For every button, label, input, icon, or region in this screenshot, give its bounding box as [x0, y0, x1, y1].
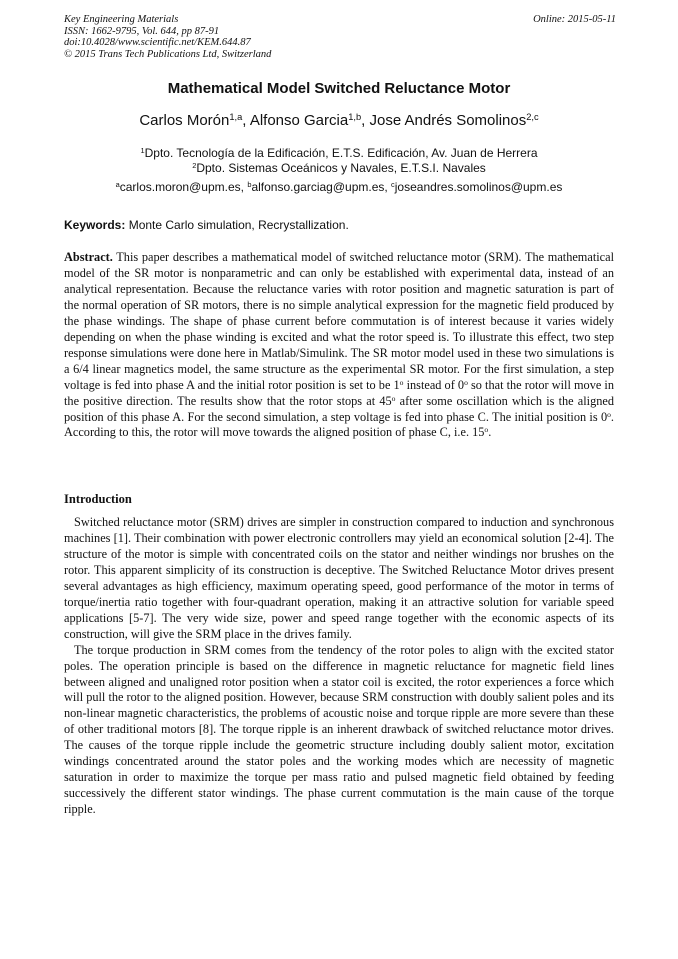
degree-superscript: o — [464, 377, 468, 387]
introduction-body — [64, 515, 614, 818]
abstract-text: after some oscillation which is the aligned position of this phase A. For the second simulation, a step voltage is fed into phase C. The initial position is 0 — [64, 393, 614, 424]
email-list: $^a$carlos.moron@upm.es, $^b$alfonso.garciag@upm.es, $^c$joseandres.somolinos@upm.es — [115, 179, 563, 194]
online-date: Online: 2015-05-11 — [533, 14, 616, 25]
author: Jose Andrés Somolinos$^{2,c}$ — [369, 111, 539, 129]
author-list — [0, 112, 678, 129]
issn-line: ISSN: 1662-9795, Vol. 644, pp 87-91 — [64, 25, 220, 37]
abstract-text: instead of 0 — [403, 377, 465, 392]
abstract-body — [64, 250, 614, 439]
abstract-text: . — [488, 425, 492, 440]
keywords-label: Keywords: — [64, 218, 126, 232]
abstract — [64, 250, 614, 441]
paragraph: The torque production in SRM comes from the tendency of the rotor poles to align with the excited stator poles. The operation principle is based on the difference in magnetic reluctance for magnetic field lines between aligned and unaligned rotor position when a stator coil is excited, the rotor experiences a force which will pull the rotor to the aligned position. However, because SRM construction with doubly salient poles and its non-linear magnetic characteristics, the problems of acoustic noise and torque ripple are more severe than these of other traditional motors [8]. The torque ripple is an inherent drawback of switched reluctance motor drives. The causes of the torque ripple include the geometric structure including doubly salient motor, excitation windings concentrated around the stator poles and the working modes which are necessity of magnetic saturation in order to maximize the torque per mass ratio and pulsed magnetic field obtained by feeding successively the different stator windings. The phase current commutation is the main cause of the torque ripple. — [64, 642, 614, 817]
section-heading-introduction: Introduction — [64, 492, 132, 506]
affiliation-1: $^1$Dpto. Tecnología de la Edificación, E.T.S. Edificación, Av. Juan de Herrera — [140, 145, 538, 160]
paragraph: Switched reluctance motor (SRM) drives are simpler in construction compared to induction and synchronous machines [1]. Their combination with power electronic controllers may yield an economical solution [2-4]. The structure of the motor is simple with concentrated coils on the stator and neither windings nor brushes on the rotor. This apparent simplicity of its construction is deceptive. The Switched Reluctance Motor drives present several advantages as high efficiency, maximum operating speed, good performance of the motor in terms of torque/inertia ratio together with four-quadrant operation, making it an attractive solution for variable speed applications [5-7]. The very wide size, power and speed range together with the economic aspects of its construction, will give the SRM place in the drives family. — [64, 515, 614, 641]
doi-line: doi:10.4028/www.scientific.net/KEM.644.87 — [64, 37, 251, 48]
affiliation-2: $^2$Dpto. Sistemas Oceánicos y Navales, E.T.S.I. Navales — [192, 160, 486, 175]
email-link[interactable]: alfonso.garciag@upm.es, — [251, 180, 392, 194]
author: Alfonso Garcia$^{1,b}$, — [249, 111, 370, 129]
author: Carlos Morón$^{1,a}$, — [139, 111, 250, 129]
degree-superscript: o — [607, 409, 611, 419]
keywords-line — [64, 218, 349, 232]
email-link[interactable]: carlos.moron@upm.es, — [119, 180, 248, 194]
copyright-line: © 2015 Trans Tech Publications Ltd, Switzerland — [64, 48, 272, 60]
degree-superscript: o — [484, 425, 489, 435]
email-link[interactable]: joseandres.somolinos@upm.es — [394, 180, 563, 194]
degree-superscript: o — [399, 377, 404, 387]
abstract-text: so that the rotor will move in the positive direction. The results show that the rotor stops at 45 — [64, 377, 614, 408]
abstract-text: This paper describes a mathematical model of switched reluctance motor (SRM). The mathematical model of the SR motor is nonparametric and can only be established with experimental data, instead of an analytical representation. Because the reluctance varies with rotor position and magnetic saturation is part of the normal operation of SR motors, there is no simple analytical expression for the magnetic field produced by the phase windings. The shape of phase current before commutation is of interest because it varies widely depending on when the phase winding is excited and what the rotor speed is. To illustrate this effect, two step response simulations were done here in Matlab/Simulink. The SR motor model used in these two simulations is a 6/4 linear magnetics model, the same structure as the experimental SR motor. For the first simulation, a step voltage is fed into phase A and the initial rotor position is set to be 1 — [64, 250, 614, 392]
journal-name: Key Engineering Materials — [64, 14, 179, 25]
journal-header — [64, 14, 616, 60]
degree-superscript: o — [391, 393, 396, 403]
abstract-label: Abstract. — [64, 250, 113, 264]
paper-title: Mathematical Model Switched Reluctance Motor — [167, 80, 511, 97]
abstract-text: . According to this, the rotor will move towards the aligned position of phase C, i.e. 15 — [64, 409, 614, 440]
keywords-text: Monte Carlo simulation, Recrystallization. — [125, 218, 349, 232]
